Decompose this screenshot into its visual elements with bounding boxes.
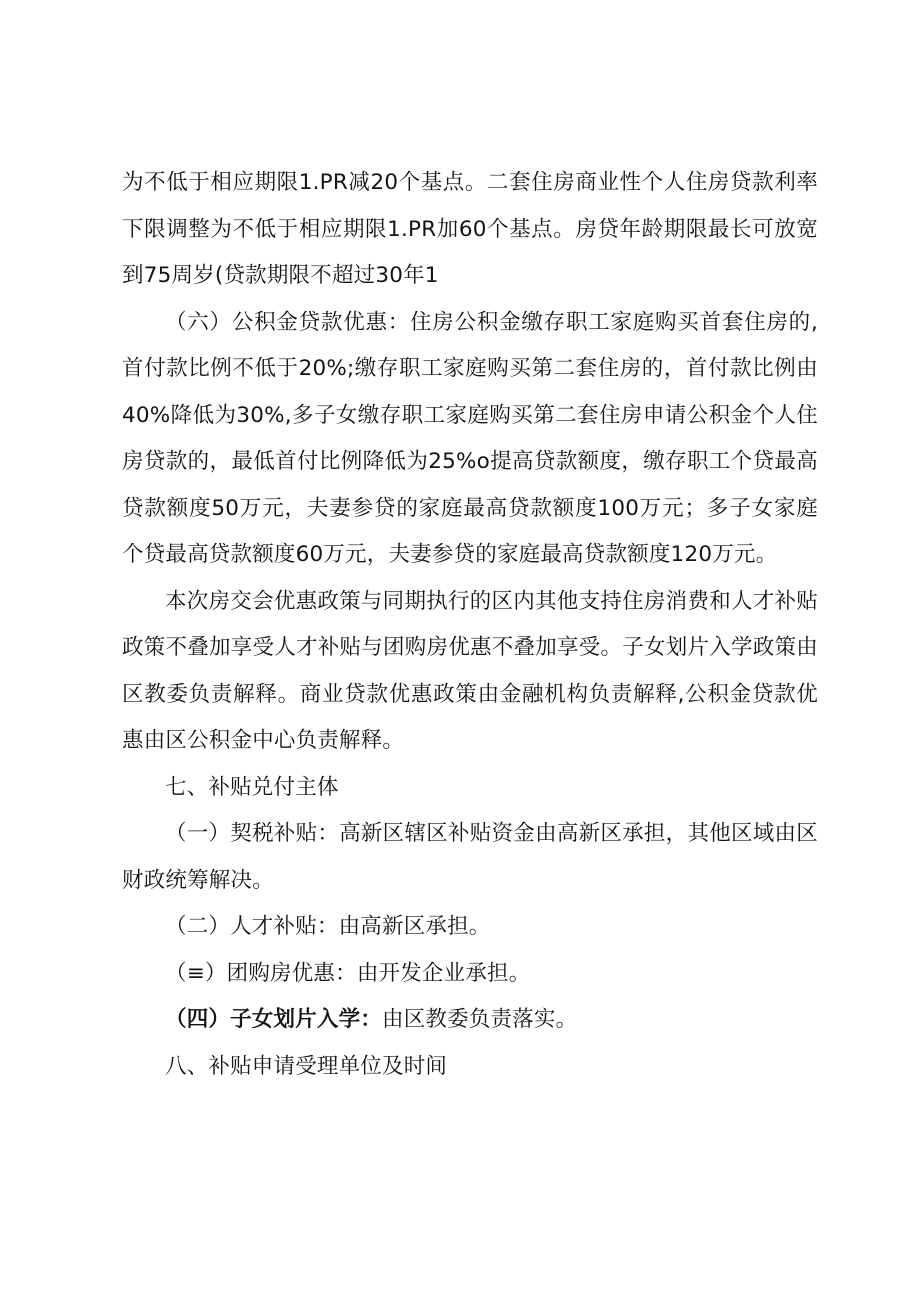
section-7-item-deed-tax: （一）契税补贴：高新区辖区补贴资金由高新区承担，其他区域由区财政统筹解决。 [122, 821, 818, 893]
section-7-item-group-purchase: （≡）团购房优惠：由开发企业承担。 [165, 960, 531, 986]
section-8-heading: 八、补贴申请受理单位及时间 [165, 1053, 448, 1079]
paragraph-commercial-loan: 为不低于相应期限1.PR减20个基点。二套住房商业性个人住房贷款利率下限调整为不低于相应期限1.PR加60个基点。房贷年龄期限最长可放宽到75周岁(贷款期限不超过30年1 [122, 170, 818, 288]
paragraph-provident-fund-loan: （六）公积金贷款优惠：住房公积金缴存职工家庭购买首套住房的,首付款比例不低于20%;缴存职工家庭购买第二套住房的，首付款比例由40%降低为30%,多子女缴存职工家庭购买第二套住房申请公积金个人住房贷款的，最低首付比例降低为25%o提高贷款额度，缴存职工个贷最高贷款额度50万元，夫妻参贷的家庭最高贷款额度100万元；多子女家庭个贷最高贷款额度60万元，夫妻参贷的家庭最高贷款额度120万元。 [122, 309, 818, 567]
section-7-heading: 七、补贴兑付主体 [165, 774, 339, 800]
section-7-item-school [122, 997, 818, 1044]
section-7-item-school-label: （四）子女划片入学： [165, 1007, 383, 1032]
section-7-item-talent: （二）人才补贴：由高新区承担。 [165, 914, 491, 939]
section-7-item-school-text: 由区教委负责落实。 [382, 1007, 578, 1032]
document-body [122, 160, 818, 1090]
paragraph-policy-explanation: 本次房交会优惠政策与同期执行的区内其他支持住房消费和人才补贴政策不叠加享受人才补贴与团购房优惠不叠加享受。子女划片入学政策由区教委负责解释。商业贷款优惠政策由金融机构负责解释,公积金贷款优惠由区公积金中心负责解释。 [122, 588, 818, 753]
